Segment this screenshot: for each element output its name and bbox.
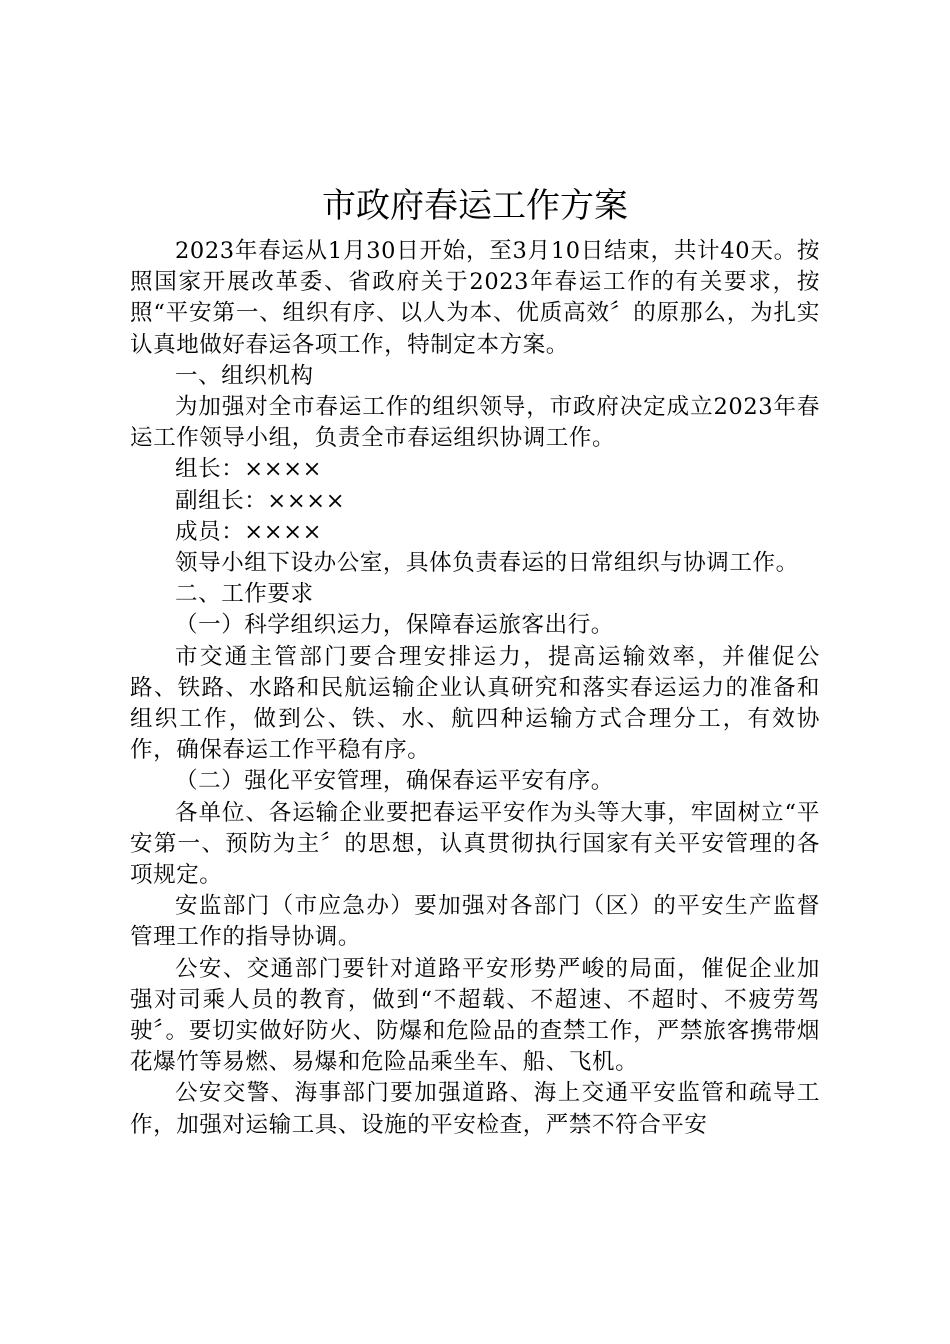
paragraph-members: 成员：×××× bbox=[175, 518, 323, 545]
paragraph-transport-capacity: 市交通主管部门要合理安排运力，提高运输效率，并催促公路、铁路、水路和民航运输企业认真研究和落实春运运力的准备和组织工作，做到公、铁、水、航四种运输方式合理分工，有效协作，确保春运工作平稳有序。 bbox=[130, 643, 820, 764]
document-title: 市政府春运工作方案 bbox=[322, 186, 628, 226]
paragraph-traffic-maritime: 公安交警、海事部门要加强道路、海上交通平安监管和疏导工作，加强对运输工具、设施的平安检查，严禁不符合平安 bbox=[130, 1080, 820, 1138]
paragraph-office: 领导小组下设办公室，具体负责春运的日常组织与协调工作。 bbox=[175, 550, 799, 577]
section-heading-organization: 一、组织机构 bbox=[175, 362, 314, 389]
document-body bbox=[130, 236, 820, 1141]
paragraph-intro: 2023年春运从1月30日开始，至3月10日结束，共计40天。按照国家开展改革委、省政府关于2023年春运工作的有关要求，按照“平安第一、组织有序、以人为本、优质高效〞的原那么，为扎实认真地做好春运各项工作，特制定本方案。 bbox=[130, 238, 820, 358]
subheading-safety-management: （二）强化平安管理，确保春运平安有序。 bbox=[175, 768, 614, 795]
paragraph-safety-supervision: 安监部门（市应急办）要加强对各部门（区）的平安生产监督管理工作的指导协调。 bbox=[130, 893, 820, 951]
section-heading-requirements: 二、工作要求 bbox=[175, 581, 314, 608]
subheading-transport-capacity: （一）科学组织运力，保障春运旅客出行。 bbox=[175, 612, 614, 639]
paragraph-safety-units: 各单位、各运输企业要把春运平安作为头等大事，牢固树立“平安第一、预防为主〞的思想，认真贯彻执行国家有关平安管理的各项规定。 bbox=[130, 799, 820, 889]
paragraph-deputy-leader: 副组长：×××× bbox=[175, 487, 346, 514]
paragraph-leading-group: 为加强对全市春运工作的组织领导，市政府决定成立2023年春运工作领导小组，负责全市春运组织协调工作。 bbox=[130, 394, 820, 452]
paragraph-police-traffic: 公安、交通部门要针对道路平安形势严峻的局面，催促企业加强对司乘人员的教育，做到“不超载、不超速、不超时、不疲劳驾驶〞。要切实做好防火、防爆和危险品的查禁工作，严禁旅客携带烟花爆竹等易燃、易爆和危险品乘坐车、船、飞机。 bbox=[130, 955, 820, 1076]
paragraph-group-leader: 组长：×××× bbox=[175, 456, 323, 483]
